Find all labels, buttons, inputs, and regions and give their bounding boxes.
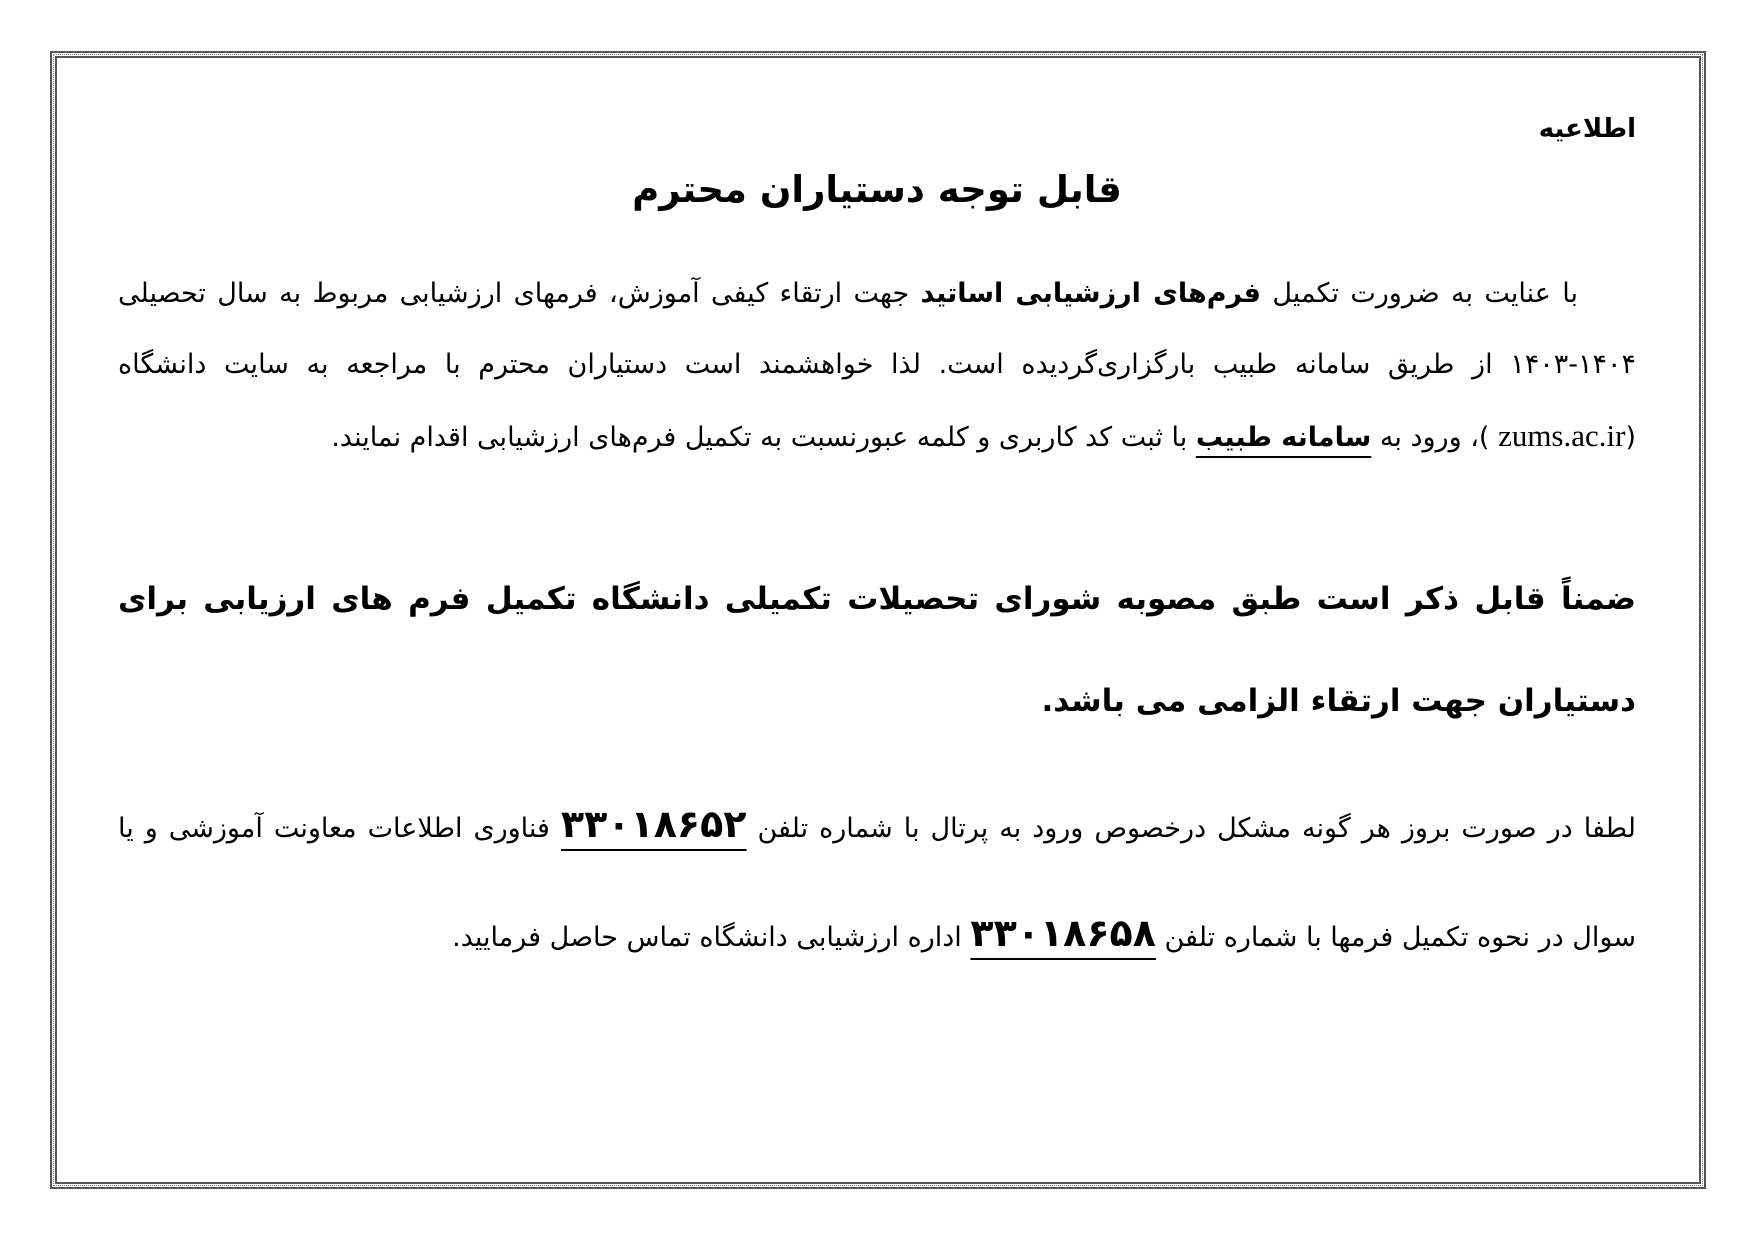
p1-text-2: جهت ارتقاء کیفی آموزش، فرمهای ارزشیابی مربوط به سال تحصیلی ۱۴۰۴-۱۴۰۳ از طریق سامانه طبیب بارگزاری‌گردیده است. لذا خواهشمند است دستیاران محترم با مراجعه به سایت دانشگاه ( [118, 278, 1636, 453]
university-site-link[interactable]: zums.ac.ir [1498, 418, 1626, 453]
paragraph-contact [118, 772, 1636, 990]
p1-text-3: )، ورود به [1371, 422, 1499, 453]
notice-label: اطلاعیه [1538, 114, 1636, 144]
page-title: قابل توجه دستیاران محترم [632, 168, 1122, 211]
p3-text-1: لطفا در صورت بروز هر گونه مشکل درخصوص ورود به پرتال با شماره تلفن [746, 813, 1636, 844]
p3-text-3: اداره ارزشیابی دانشگاه تماس حاصل فرمایید. [452, 922, 971, 953]
evaluation-forms-bold: فرم‌های ارزشیابی اساتید [920, 278, 1261, 309]
p3-text-2: فناوری اطلاعات معاونت آموزشی و یا سوال در نحوه تکمیل فرمها با شماره تلفن [118, 813, 1636, 953]
tabib-system-name: سامانه طبیب [1195, 422, 1372, 453]
p1-text-1: با عنایت به ضرورت تکمیل [1260, 278, 1578, 309]
paragraph-evaluation-forms [118, 258, 1636, 473]
p1-text-4: با ثبت کد کاربری و کلمه عبورنسبت به تکمیل فرم‌های ارزشیابی اقدام نمایند. [331, 422, 1196, 453]
paragraph-mandatory-note: ضمناً قابل ذکر است طبق مصوبه شورای تحصیلات تکمیلی دانشگاه تکمیل فرم های ارزیابی برای دستیاران جهت ارتقاء الزامی می باشد. [118, 581, 1636, 719]
it-phone-number: ۳۳۰۱۸۶۵۲ [560, 802, 747, 846]
evaluation-office-phone-number: ۳۳۰۱۸۶۵۸ [970, 911, 1156, 955]
